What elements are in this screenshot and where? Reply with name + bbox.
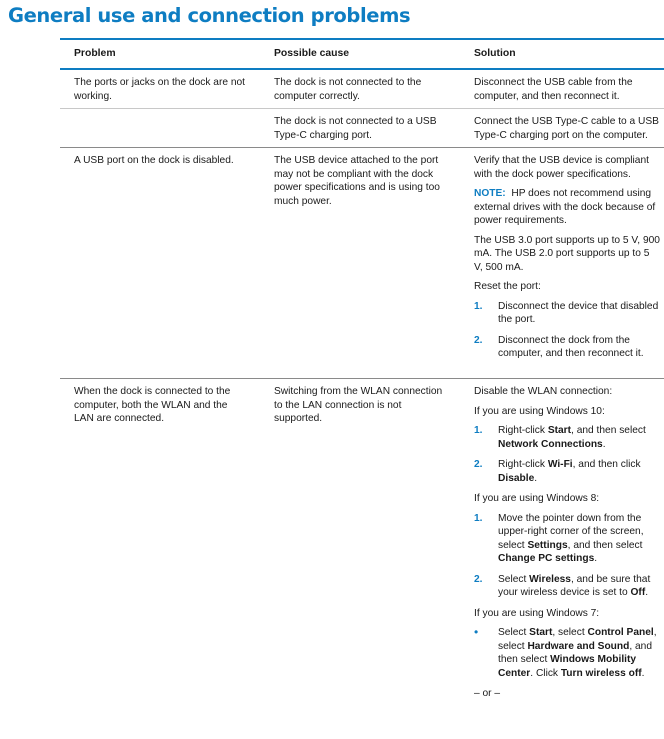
cause-cell: The dock is not connected to a USB Type-C charging port. bbox=[274, 116, 437, 141]
step-list bbox=[474, 424, 660, 485]
step-list bbox=[474, 512, 660, 600]
note-label: NOTE: bbox=[474, 188, 506, 199]
table-row bbox=[60, 148, 664, 379]
solution-text: Reset the port: bbox=[474, 281, 541, 292]
table-row bbox=[60, 70, 664, 109]
step-text: Disconnect the dock from the computer, and then reconnect it. bbox=[498, 334, 644, 359]
problem-cell-empty bbox=[60, 109, 260, 147]
problem-cell: The ports or jacks on the dock are not working. bbox=[74, 77, 246, 102]
problem-cell: When the dock is connected to the computer, both the WLAN and the LAN are connected. bbox=[74, 386, 231, 424]
os-heading: If you are using Windows 10: bbox=[474, 405, 605, 417]
step-item bbox=[474, 512, 660, 566]
step-text: Right-click Start, and then select Network Connections. bbox=[498, 425, 646, 450]
page-title: General use and connection problems bbox=[8, 4, 411, 27]
header-cause: Possible cause bbox=[274, 48, 350, 60]
step-number: 1. bbox=[474, 425, 483, 436]
cause-cell: The USB device attached to the port may not be compliant with the dock power specifications and is using too much power. bbox=[274, 155, 440, 207]
solution-text: The USB 3.0 port supports up to 5 V, 900 mA. The USB 2.0 port supports up to 5 V, 500 mA. bbox=[474, 234, 660, 273]
troubleshooting-table bbox=[60, 38, 664, 739]
step-text: Right-click Wi-Fi, and then click Disable. bbox=[498, 459, 641, 484]
os-heading: If you are using Windows 7: bbox=[474, 607, 600, 619]
solution-cell bbox=[460, 148, 664, 378]
step-text: Select Wireless, and be sure that your wireless device is set to Off. bbox=[498, 573, 651, 598]
bullet-item bbox=[474, 626, 660, 680]
bullet-icon: • bbox=[474, 625, 479, 639]
step-list bbox=[474, 300, 660, 361]
cause-cell: The dock is not connected to the computer correctly. bbox=[274, 77, 422, 102]
table-row bbox=[60, 109, 664, 148]
table-row bbox=[60, 379, 664, 739]
solution-text: Verify that the USB device is compliant with the dock power specifications. bbox=[474, 155, 649, 180]
solution-cell bbox=[460, 379, 664, 739]
problem-cell: A USB port on the dock is disabled. bbox=[74, 155, 234, 166]
cause-cell: Switching from the WLAN connection to the LAN connection is not supported. bbox=[274, 386, 443, 424]
step-item bbox=[474, 334, 660, 361]
note bbox=[474, 187, 660, 228]
note-text: HP does not recommend using external drives with the dock because of power requirements. bbox=[474, 188, 656, 226]
step-item bbox=[474, 573, 660, 600]
step-item bbox=[474, 458, 660, 485]
solution-cell: Disconnect the USB cable from the computer, and then reconnect it. bbox=[474, 77, 633, 102]
step-item bbox=[474, 300, 660, 327]
solution-text: Disable the WLAN connection: bbox=[474, 386, 613, 397]
or-separator: – or – bbox=[474, 688, 501, 699]
step-number: 2. bbox=[474, 573, 483, 585]
bullet-list bbox=[474, 626, 660, 680]
table-header bbox=[60, 40, 664, 70]
os-heading: If you are using Windows 8: bbox=[474, 493, 600, 504]
step-number: 2. bbox=[474, 334, 483, 346]
step-item bbox=[474, 424, 660, 451]
solution-cell: Connect the USB Type-C cable to a USB Type-C charging port on the computer. bbox=[474, 116, 659, 141]
step-number: 1. bbox=[474, 512, 483, 524]
step-number: 1. bbox=[474, 300, 483, 312]
header-solution: Solution bbox=[474, 48, 516, 60]
step-text: Disconnect the device that disabled the port. bbox=[498, 300, 659, 325]
step-number: 2. bbox=[474, 459, 483, 470]
header-problem: Problem bbox=[74, 48, 116, 60]
step-text: Move the pointer down from the upper-right corner of the screen, select Settings, and then select Change PC settings. bbox=[498, 512, 644, 564]
bullet-text: Select Start, select Control Panel, select Hardware and Sound, and then select Windows Mobility Center. Click Turn wireless off. bbox=[498, 627, 657, 679]
